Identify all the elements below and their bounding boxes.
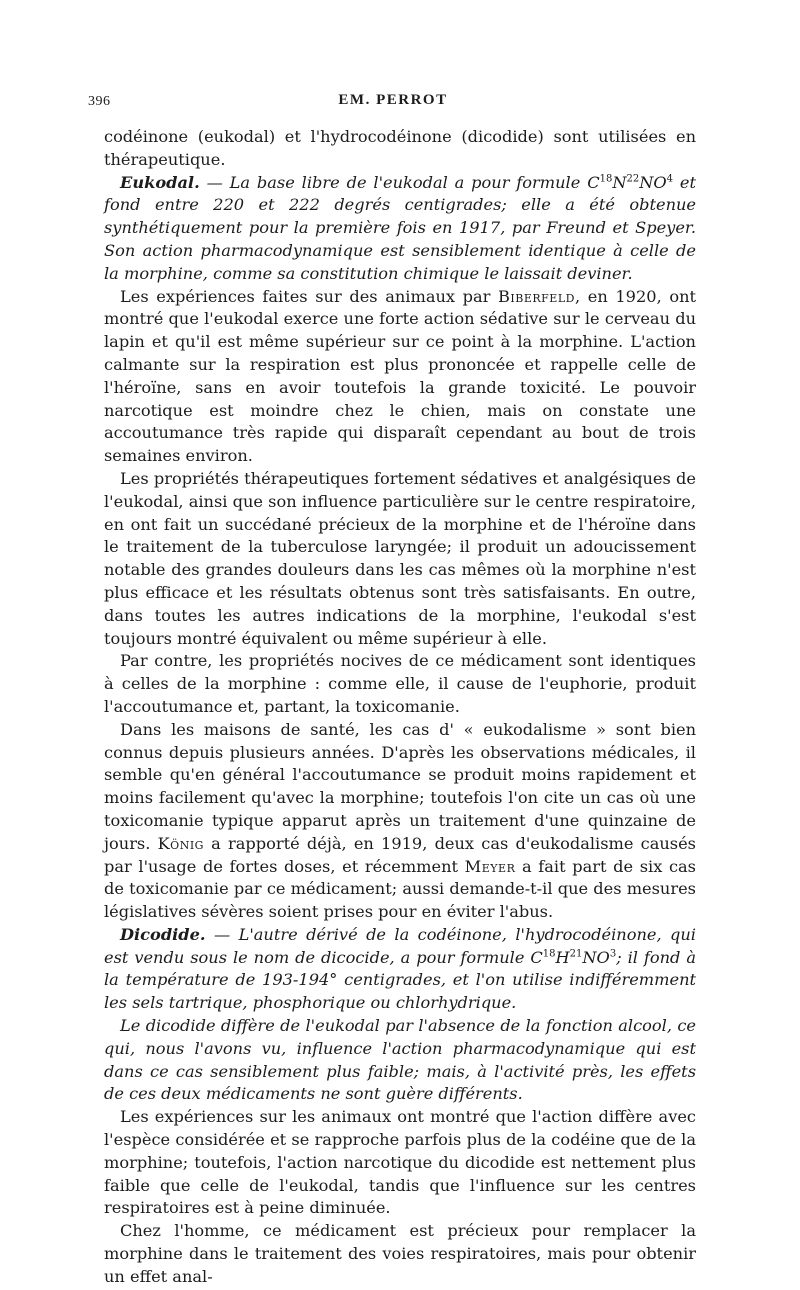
formula-part: N [612, 172, 627, 192]
paragraph-dicodide [104, 924, 696, 1015]
paragraph-text: Dans les maisons de santé, les cas d' « eukodalisme » sont bien connus depuis plusieurs années. D'après les observations médicales, il semble qu'en général l'accoutumance se produit moins rapidement et moins facilement qu'avec la morphine; toutefois l'on cite un cas où une toxicomanie typique apparut après un traitement d'une quinzaine de jours. [104, 719, 696, 853]
formula-subscript: 3 [609, 948, 617, 960]
paragraph-text: et fond entre 220 et 222 degrés centigrades; elle a été obtenue synthétiquement pour la première fois en 1917, par Freund et Speyer. Son action pharmacodynamique est sensiblement identique à celle de la morphine, comme sa constitution chimique le laissait deviner. [104, 172, 696, 283]
paragraph-eukodal [104, 172, 696, 286]
author-name: Biberfeld [498, 286, 575, 306]
paragraph-text: Le dicodide diffère de l'eukodal par l'absence de la fonction alcool, ce qui, nous l'avons vu, influence l'action pharmacodynamique qui est dans ce cas sensiblement plus faible; mais, à l'activité près, les effets de ces deux médicaments ne sont guère différents. [104, 1016, 696, 1104]
paragraph-text: Les expériences faites sur des animaux par [120, 286, 499, 306]
paragraph-text: , en 1920, ont montré que l'eukodal exerce une forte action sédative sur le cerveau du lapin et qu'il est même supérieur sur ce point à la morphine. L'action calmante sur la respiration est plus prononcée et rappelle celle de l'héroïne, sans en avoir toutefois la grande toxicité. Le pouvoir narcotique est moindre chez le chien, mais on constate une accoutumance très rapide qui disparaît cependant au bout de trois semaines environ. [104, 286, 697, 466]
paragraph-text: a rapporté déjà, en 1919, deux cas d'eukodalisme causés par l'usage de fortes doses, et récemment [104, 833, 696, 876]
running-title: EM. PERROT [338, 92, 448, 108]
paragraph-text: Par contre, les propriétés nocives de ce médicament sont identiques à celles de la morphine : comme elle, il cause de l'euphorie, produit l'accoutumance et, partant, la toxicomanie. [104, 651, 696, 716]
formula-subscript: 18 [542, 948, 556, 960]
paragraph-text: ; il fond à la température de 193-194° centigrades, et l'on utilise indifféremment les sels tartrique, phosphorique ou chlorhydrique. [104, 947, 697, 1013]
paragraph-text: — La base libre de l'eukodal a pour formule C [199, 172, 600, 192]
paragraph-text: Les propriétés thérapeutiques fortement sédatives et analgésiques de l'eukodal, ainsi que son influence particulière sur le centre respiratoire, en ont fait un succédané précieux de la morphine et de l'héroïne dans le traitement de la tuberculose laryngée; il produit un adoucissement notable des grandes douleurs dans les cas mêmes où la morphine n'est plus efficace et les résultats obtenus sont très satisfaisants. En outre, dans toutes les autres indications de la morphine, l'eukodal s'est toujours montré équivalent ou même supérieur à elle. [104, 468, 696, 648]
run-in-heading: Dicodide. [120, 924, 206, 944]
paragraph-text: codéinone (eukodal) et l'hydrocodéinone (dicodide) sont utilisées en thérapeutique. [104, 127, 696, 169]
paragraph-continuation [104, 126, 696, 172]
formula-part: H [555, 947, 570, 967]
paragraph-text: Les expériences sur les animaux ont montré que l'action diffère avec l'espèce considérée et se rapproche parfois plus de la codéine que de la morphine; toutefois, l'action narcotique du dicodide est nettement plus faible que celle de l'eukodal, tandis que l'influence sur les centres respiratoires est à peine diminuée. [104, 1107, 696, 1218]
paragraph-dicodide-differs [104, 1015, 696, 1106]
paragraph-noxious-properties [104, 650, 696, 718]
author-name: Meyer [464, 856, 516, 876]
author-name: König [157, 833, 204, 853]
paragraph-experiments-animals [104, 286, 696, 468]
paragraph-text: a fait part de six cas de toxicomanie par ce médicament; aussi demande-t-il que des mesures législatives sévères soient prises pour en éviter l'abus. [104, 856, 696, 922]
formula-subscript: 21 [569, 948, 583, 960]
formula-part: NO [639, 172, 667, 192]
formula-subscript: 4 [666, 173, 674, 185]
paragraph-text: — L'autre dérivé de la codéinone, l'hydrocodéinone, qui est vendu sous le nom de dicocide, a pour formule C [104, 924, 696, 967]
paragraph-dicodide-human [104, 1220, 696, 1288]
run-in-heading: Eukodal. [120, 172, 200, 192]
formula-subscript: 22 [626, 173, 640, 185]
paragraph-eukodalisme [104, 719, 696, 924]
body-text [104, 126, 696, 1289]
page-number: 396 [88, 94, 111, 109]
paragraph-dicodide-experiments [104, 1106, 696, 1220]
running-head [88, 92, 698, 116]
paragraph-therapeutic-properties [104, 468, 696, 650]
formula-subscript: 18 [599, 173, 613, 185]
paragraph-text: Chez l'homme, ce médicament est précieux pour remplacer la morphine dans le traitement des voies respiratoires, mais pour obtenir un effet anal- [104, 1221, 696, 1286]
formula-part: NO [582, 947, 610, 967]
